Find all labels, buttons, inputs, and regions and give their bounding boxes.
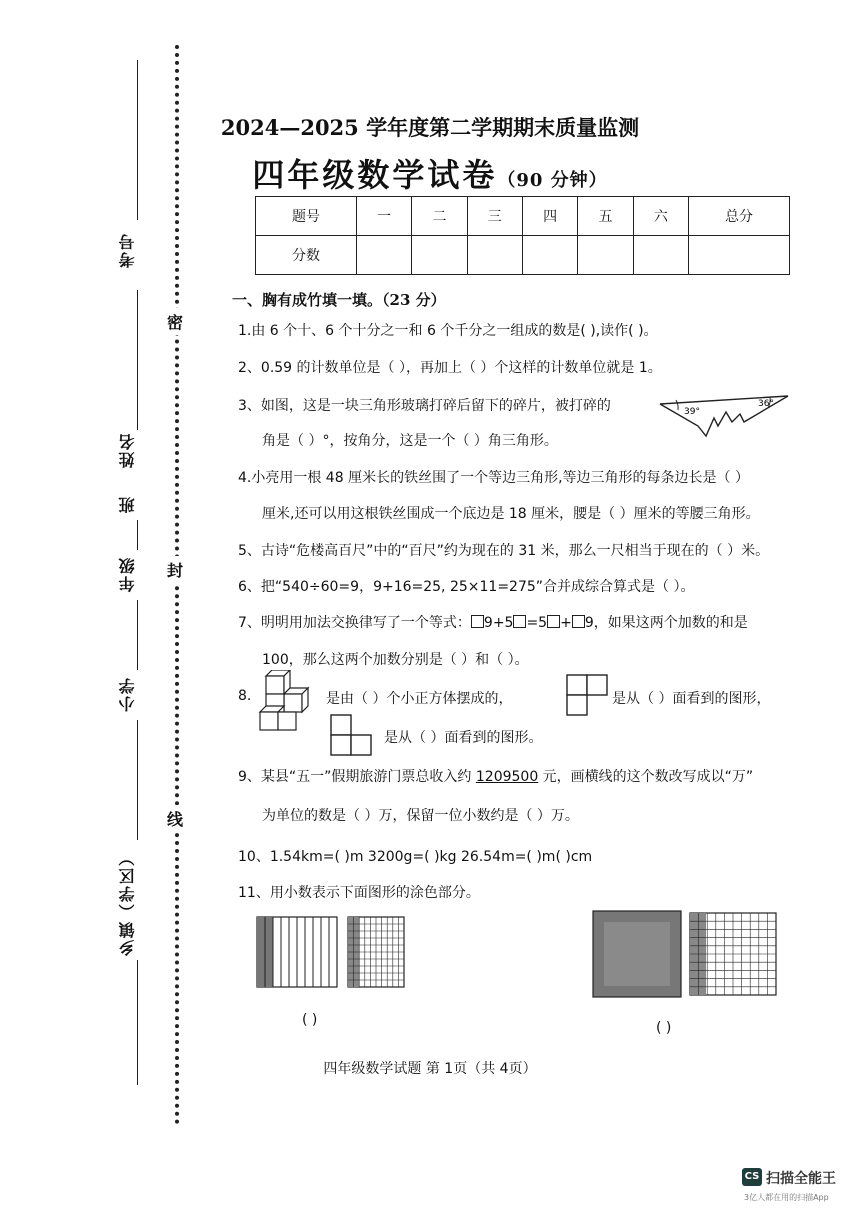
question-9-line2: 为单位的数是（ ）万，保留一位小数约是（ ）万。 xyxy=(262,808,579,824)
ban-line xyxy=(137,520,138,550)
score-col-6: 六 xyxy=(633,197,688,236)
duration: （90 分钟） xyxy=(497,170,608,191)
tenths-bar-figure xyxy=(257,917,337,987)
q9-text-2: 元，画横线的这个数改写成以“万” xyxy=(538,769,754,785)
paper-title-text: 四年级数学试卷 xyxy=(252,156,498,194)
xiangzhen-label: 乡镇（学区） xyxy=(118,848,137,956)
page-footer: 四年级数学试题 第 1页（共 4页） xyxy=(323,1061,537,1077)
camscanner-name: 扫描全能王 xyxy=(766,1171,836,1187)
view-square xyxy=(587,675,607,695)
question-2: 2、0.59 的计数单位是（ ），再加上（ ）个这样的计数单位就是 1。 xyxy=(238,360,662,376)
score-cell xyxy=(467,236,522,275)
view-square xyxy=(567,675,587,695)
seal-dotted-line xyxy=(175,45,179,1125)
view-square xyxy=(567,695,587,715)
angle-arc-left xyxy=(676,400,678,410)
score-table-row-label: 题号 xyxy=(256,197,357,236)
blank-box xyxy=(513,615,526,628)
xiaoxue-label: 小学 xyxy=(118,676,137,712)
score-table-header-row xyxy=(256,197,790,236)
xingming-line xyxy=(137,290,138,430)
score-col-4: 四 xyxy=(522,197,577,236)
paper-title xyxy=(0,150,860,196)
q11-answer-left: ( ) xyxy=(302,1012,318,1028)
camscanner-tagline: 3亿人都在用的扫描App xyxy=(744,1193,829,1202)
xingming-label: 姓名 xyxy=(118,432,137,468)
nianji-label: 年级 xyxy=(118,556,137,592)
score-cell xyxy=(522,236,577,275)
question-8-part2: 是从（ ）面看到的图形， xyxy=(612,691,771,707)
blank-box xyxy=(572,615,585,628)
question-4-line2: 厘米,还可以用这根铁丝围成一个底边是 18 厘米，腰是（ ）厘米的等腰三角形。 xyxy=(262,506,760,522)
decimal-figure-left xyxy=(256,916,406,988)
cube-front-face xyxy=(260,712,278,730)
nianji-line xyxy=(137,600,138,670)
kaohao-label: 考号 xyxy=(118,232,137,268)
question-7-line1 xyxy=(238,612,748,632)
view-figure-1 xyxy=(566,674,610,718)
score-col-1: 一 xyxy=(356,197,411,236)
cube-stack-figure xyxy=(256,670,320,732)
q9-underlined-number: 1209500 xyxy=(475,769,539,785)
score-col-3: 三 xyxy=(467,197,522,236)
question-7-line2: 100，那么这两个加数分别是（ ）和（ ）。 xyxy=(262,652,529,668)
xiaoxue-line xyxy=(137,720,138,840)
view-square xyxy=(331,735,351,755)
view-square xyxy=(351,735,371,755)
cube-front-face xyxy=(266,676,284,694)
q7-text-1: 7、明明用加法交换律写了一个等式： xyxy=(238,615,471,631)
q7-text-5: 9，如果这两个加数的和是 xyxy=(584,615,748,631)
view-square xyxy=(331,715,351,735)
score-col-5: 五 xyxy=(578,197,633,236)
score-col-total: 总分 xyxy=(689,197,790,236)
question-8-part1: 是由（ ）个小正方体摆成的， xyxy=(326,691,513,707)
cube-front-face xyxy=(284,694,302,712)
hundredths-grid-figure xyxy=(348,917,404,987)
question-10: 10、1.54km=( )m 3200g=( )kg 26.54m=( )m( )cm xyxy=(238,849,593,865)
q7-text-3: =5 xyxy=(526,615,548,631)
exam-title: 2024—2025 学年度第二学期期末质量监测 xyxy=(220,115,640,140)
question-3-line2: 角是（ ）°，按角分，这是一个（ ）角三角形。 xyxy=(262,433,558,449)
ban-label: 班 xyxy=(118,495,137,513)
q7-text-4: + xyxy=(560,615,572,631)
score-table-score-row xyxy=(256,236,790,275)
blank-box xyxy=(547,615,560,628)
question-8-part3: 是从（ ）面看到的图形。 xyxy=(384,730,543,746)
seal-feng: 封 xyxy=(167,556,183,583)
decimal-figure-right xyxy=(592,910,782,1000)
score-table xyxy=(255,196,790,275)
cube-front-face xyxy=(278,712,296,730)
score-cell xyxy=(356,236,411,275)
section1-title: 一、胸有成竹填一填。（23 分） xyxy=(232,291,446,309)
question-8-number: 8. xyxy=(238,688,252,704)
score-cell xyxy=(689,236,790,275)
score-cell xyxy=(633,236,688,275)
q7-text-2: 9+5 xyxy=(483,615,514,631)
question-4-line1: 4.小亮用一根 48 厘米长的铁丝围了一个等边三角形,等边三角形的每条边长是（ ） xyxy=(238,470,749,486)
angle-36-label: 36° xyxy=(758,399,774,409)
camscanner-logo-icon: CS xyxy=(742,1168,762,1186)
question-5: 5、古诗“危楼高百尺”中的“百尺”约为现在的 31 米，那么一尺相当于现在的（ ）米。 xyxy=(238,543,770,559)
partial-grid-figure xyxy=(690,913,776,995)
broken-triangle-figure xyxy=(656,392,796,444)
question-11: 11、用小数表示下面图形的涂色部分。 xyxy=(238,885,480,901)
blank-box xyxy=(471,615,484,628)
score-table-score-label: 分数 xyxy=(256,236,357,275)
score-cell xyxy=(412,236,467,275)
score-col-2: 二 xyxy=(412,197,467,236)
view-figure-2 xyxy=(330,714,374,758)
question-1: 1.由 6 个十、6 个十分之一和 6 个千分之一组成的数是( ),读作( )。 xyxy=(238,323,658,339)
question-9-line1 xyxy=(238,766,753,786)
seal-xian: 线 xyxy=(167,805,183,832)
q9-text-1: 9、某县“五一”假期旅游门票总收入约 xyxy=(238,769,476,785)
q11-answer-right: ( ) xyxy=(656,1020,672,1036)
question-3-line1: 3、如图，这是一块三角形玻璃打碎后留下的碎片，被打碎的 xyxy=(238,398,611,414)
score-cell xyxy=(578,236,633,275)
seal-mi: 密 xyxy=(167,308,183,335)
question-6: 6、把“540÷60=9，9+16=25, 25×11=275”合并成综合算式是（ ）。 xyxy=(238,579,695,595)
angle-39-label: 39° xyxy=(684,407,700,417)
whole-shaded-inner xyxy=(604,922,670,986)
